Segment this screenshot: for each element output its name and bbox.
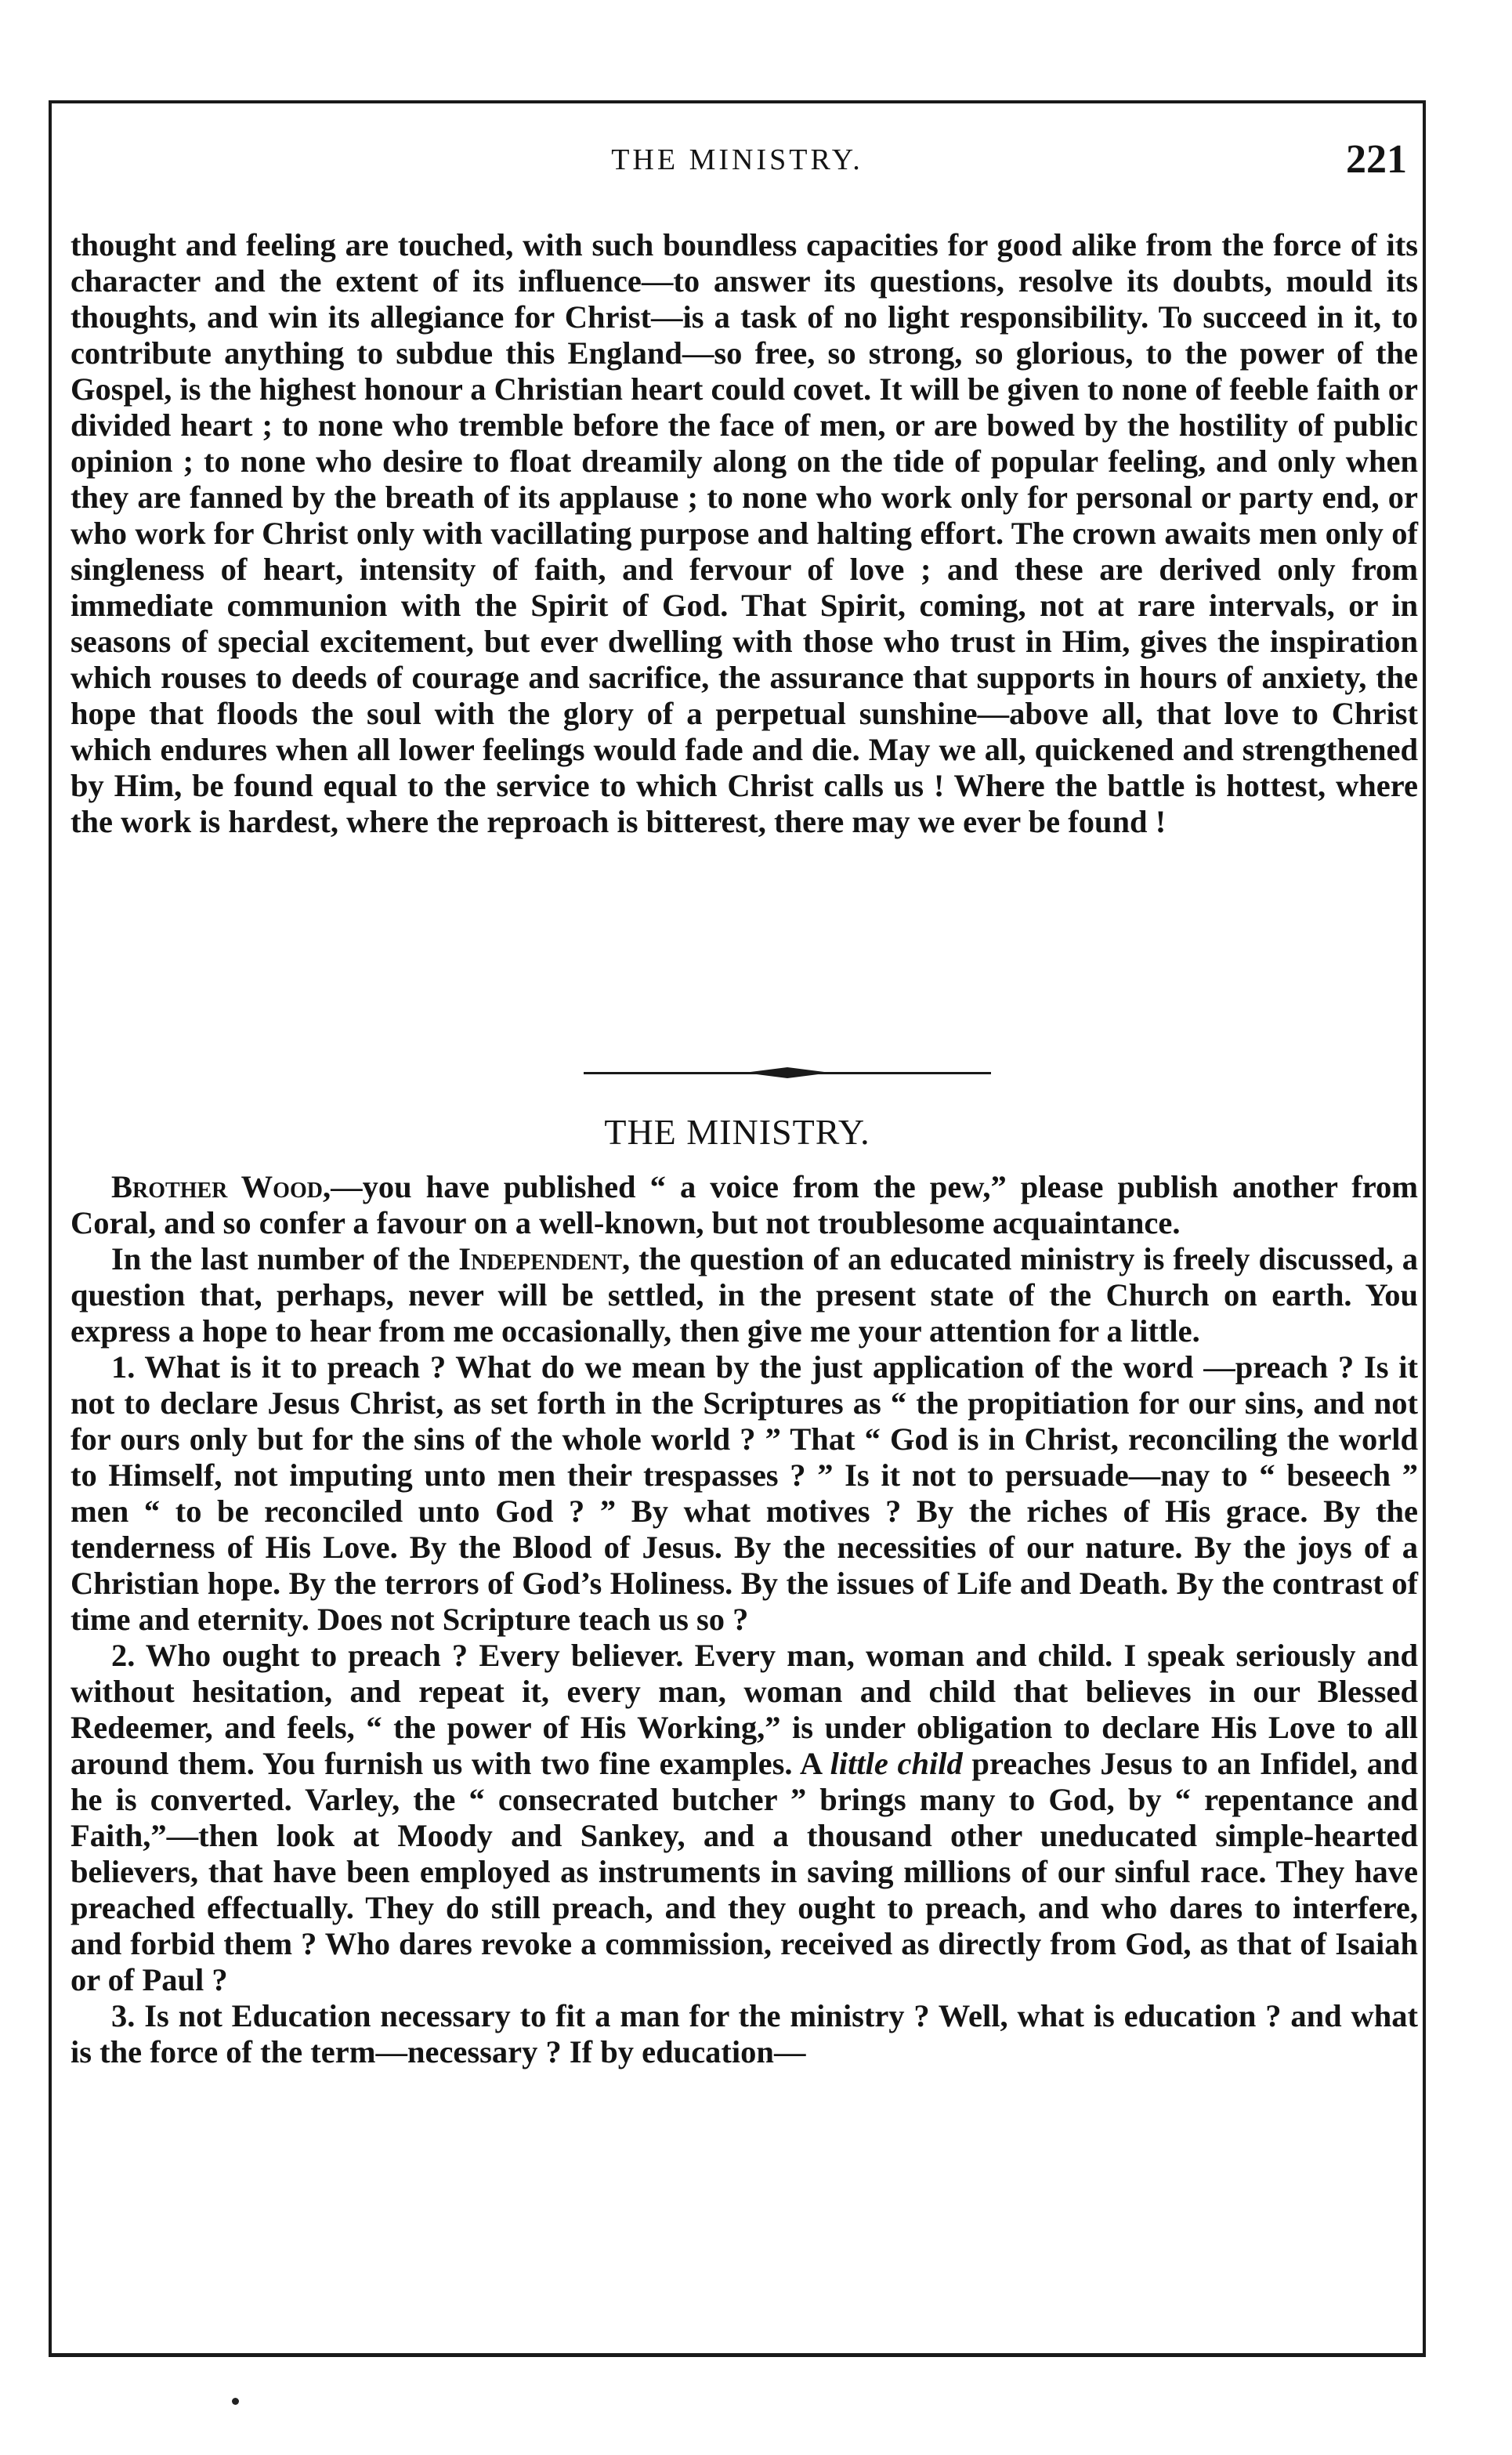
paragraph-text: preaches Jesus to an Infidel, and he is converted. Varley, the “ consecrated butcher ” brings many to God, by “ repentance and Faith,”—then look at Moody and Sankey, and a thousand other uneducated simple-hearted believers, that have been employed as instruments in saving millions of our sinful race. They have preached effectually. They do still preach, and they ought to preach, and who dares to interfere, and forbid them ? Who dares revoke a commission, received as directly from God, as that of Isaiah or of Paul ?: [71, 1746, 1418, 1997]
print-speck: [232, 2398, 239, 2405]
running-title: THE MINISTRY.: [611, 143, 863, 176]
paragraph-text: , the question of an educated ministry is freely discussed, a question that, perhaps, never will be settled, in the present state of the Church on earth. You express a hope to hear from me occasionally, then give me your attention for a little.: [71, 1241, 1418, 1349]
article-paragraph-5: 3. Is not Education necessary to fit a man for the ministry ? Well, what is education ? and what is the force of the term—necessary ? If by education—: [71, 1998, 1418, 2069]
divider-diamond: [744, 1067, 830, 1078]
article-paragraph-4: [71, 1638, 1418, 1998]
page-number: 221: [1346, 137, 1407, 182]
article-paragraph-2: [71, 1241, 1418, 1349]
paragraph-text: In the last number of the: [111, 1241, 459, 1276]
continuation-paragraph: thought and feeling are touched, with such boundless capacities for good alike from the force of its character and the extent of its influence—to answer its questions, resolve its doubts, mould its thoughts, and win its allegiance for Christ—is a task of no light responsibility. To succeed in it, to contribute anything to subdue this England—so free, so strong, so glorious, to the power of the Gospel, is the highest honour a Christian heart could covet. It will be given to none of feeble faith or divided heart ; to none who tremble before the face of men, or are bowed by the hostility of public opinion ; to none who desire to float dreamily along on the tide of popular feeling, and only when they are fanned by the breath of its applause ; to none who work only for personal or party end, or who work for Christ only with vacillating purpose and halting effort. The crown awaits men only of singleness of heart, intensity of faith, and fervour of love ; and these are derived only from immediate communion with the Spirit of God. That Spirit, coming, not at rare intervals, or in seasons of special excitement, but ever dwelling with those who trust in Him, gives the inspiration which rouses to deeds of courage and sacrifice, the assurance that supports in hours of anxiety, the hope that floods the soul with the glory of a perpetual sunshine—above all, that love to Christ which endures when all lower feelings would fade and die. May we all, quickened and strengthened by Him, be found equal to the service to which Christ calls us ! Where the battle is hottest, where the work is hardest, where the reproach is bitterest, there may we ever be found !: [71, 227, 1418, 839]
article-paragraph-3: 1. What is it to preach ? What do we mean by the just application of the word —preach ? Is it not to declare Jesus Christ, as set forth in the Scriptures as “ the propitiation for our sins, and not for ours only but for the sins of the whole world ? ” That “ God is in Christ, reconciling the world to Himself, not imputing unto men their trespasses ? ” Is it not to persuade—nay to “ beseech ” men “ to be reconciled unto God ? ” By what motives ? By the riches of His grace. By the tenderness of His Love. By the Blood of Jesus. By the necessities of our nature. By the joys of a Christian hope. By the terrors of God’s Holiness. By the issues of Life and Death. By the contrast of time and eternity. Does not Scripture teach us so ?: [71, 1349, 1418, 1637]
salutation: Brother Wood,: [111, 1169, 331, 1204]
paragraph-text: 2. Who ought to preach ? Every believer. Every man, woman and child. I speak seriously and without hesitation, and repeat it, every man, woman and child that believes in our Blessed Redeemer, and feels, “ the power of His Working,” is under obligation to declare His Love to all around them. You furnish us with two fine examples. A: [71, 1638, 1418, 1781]
article-title: THE MINISTRY.: [604, 1112, 870, 1152]
italic-phrase: little child: [830, 1746, 963, 1781]
article-body: [71, 1169, 1418, 2070]
continued-article-text: [71, 227, 1418, 840]
running-header: [49, 136, 1426, 183]
journal-name: Independent: [458, 1241, 622, 1276]
paragraph-text: —you have published “ a voice from the pew,” please publish another from Coral, and so confer a favour on a well-known, but not troublesome acquaintance.: [71, 1169, 1418, 1240]
section-divider-ornament: [584, 1067, 991, 1078]
article-paragraph-1: [71, 1169, 1418, 1241]
